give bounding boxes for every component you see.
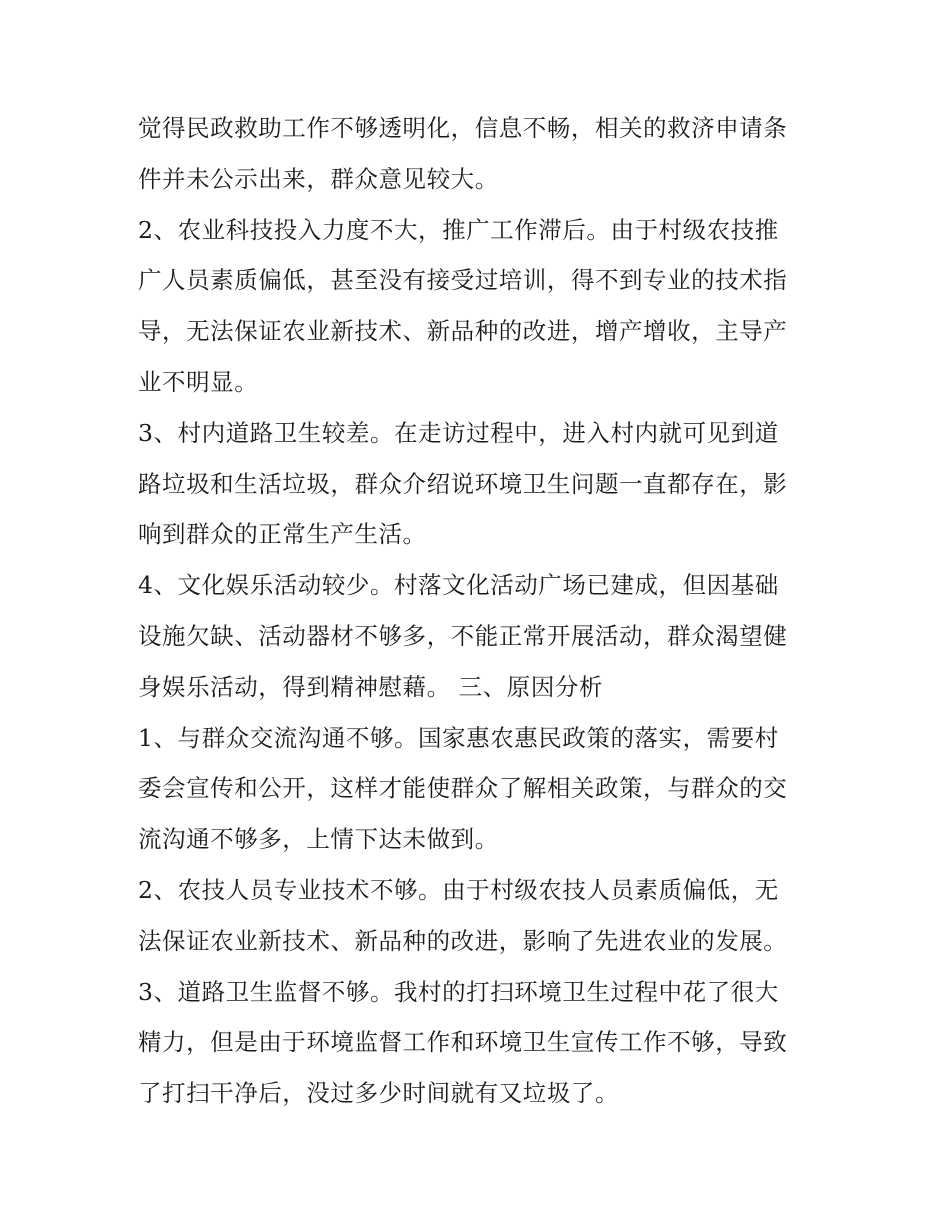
text-line: 广人员素质偏低，甚至没有接受过培训，得不到专业的技术指 <box>138 266 788 295</box>
text-line: 3、道路卫生监督不够。我村的打扫环境卫生过程中花了很大 <box>138 977 779 1006</box>
text-line: 觉得民政救助工作不够透明化，信息不畅，相关的救济申请条 <box>138 114 788 142</box>
text-line: 2、农业科技投入力度不大，推广工作滞后。由于村级农技推 <box>138 215 779 244</box>
text-line: 件并未公示出来，群众意见较大。 <box>138 164 499 193</box>
text-line: 身娱乐活动，得到精神慰藉。 三、原因分析 <box>138 672 603 701</box>
text-line: 3、村内道路卫生较差。在走访过程中，进入村内就可见到道 <box>138 418 779 447</box>
text-line: 路垃圾和生活垃圾，群众介绍说环境卫生问题一直都存在，影 <box>138 469 788 498</box>
text-line: 法保证农业新技术、新品种的改进，影响了先进农业的发展。 <box>138 926 788 955</box>
text-line: 精力，但是由于环境监督工作和环境卫生宣传工作不够，导致 <box>138 1028 788 1057</box>
text-line: 2、农技人员专业技术不够。由于村级农技人员素质偏低，无 <box>138 875 779 904</box>
text-line: 导，无法保证农业新技术、新品种的改进，增产增收，主导产 <box>138 317 788 346</box>
document-body <box>138 103 818 1119</box>
text-line: 了打扫干净后，没过多少时间就有又垃圾了。 <box>138 1079 619 1108</box>
text-line: 4、文化娱乐活动较少。村落文化活动广场已建成，但因基础 <box>138 571 779 600</box>
text-line: 业不明显。 <box>138 367 259 396</box>
text-line: 流沟通不够多，上情下达未做到。 <box>138 825 499 854</box>
text-line: 设施欠缺、活动器材不够多，不能正常开展活动，群众渴望健 <box>138 621 788 650</box>
text-line: 1、与群众交流沟通不够。国家惠农惠民政策的落实，需要村 <box>138 723 779 752</box>
text-line: 委会宣传和公开，这样才能使群众了解相关政策，与群众的交 <box>138 774 788 803</box>
text-line: 响到群众的正常生产生活。 <box>138 520 427 549</box>
